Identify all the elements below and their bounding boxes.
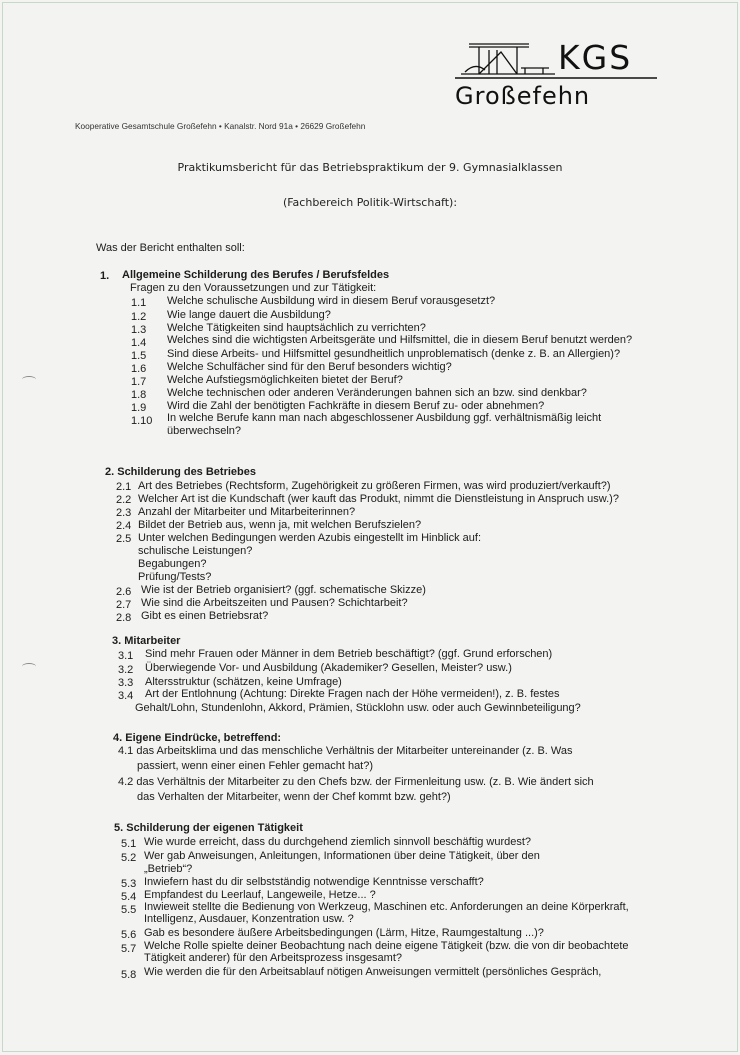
school-logo: [455, 40, 660, 118]
list-item-number: 1.7: [131, 376, 147, 388]
list-item-text: Bildet der Betrieb aus, wenn ja, mit welchen Berufszielen?: [138, 519, 422, 531]
list-item-continuation: Intelligenz, Ausdauer, Konzentration usw. ?: [144, 913, 354, 925]
list-item-number: 2.6: [116, 586, 132, 598]
sub-item: schulische Leistungen?: [138, 545, 253, 557]
list-item-text: Welche schulische Ausbildung wird in diesem Beruf vorausgesetzt?: [167, 295, 496, 307]
list-item-number: 2.5: [116, 533, 132, 545]
list-item-text: Art des Betriebes (Rechtsform, Zugehörigkeit zu größeren Firmen, was wird produziert/verkauft?): [138, 480, 611, 492]
list-item-number: 5.1: [121, 838, 137, 850]
list-item-number: 1.9: [131, 402, 147, 414]
list-item-number: 1.4: [131, 337, 147, 349]
section-1-lead: Fragen zu den Voraussetzungen und zur Tätigkeit:: [130, 282, 377, 294]
intro-text: Was der Bericht enthalten soll:: [96, 242, 245, 254]
list-item-text: Unter welchen Bedingungen werden Azubis eingestellt im Hinblick auf:: [138, 532, 482, 544]
list-item-number: 1.5: [131, 350, 147, 362]
sub-item: Prüfung/Tests?: [138, 571, 212, 583]
list-item-text: Inwieweit stellte die Bedienung von Werkzeug, Maschinen etc. Anforderungen an deine Körperkraft,: [144, 901, 629, 913]
sub-item: Begabungen?: [138, 558, 207, 570]
list-item-number: 2.2: [116, 494, 132, 506]
list-item-text: Wie lange dauert die Ausbildung?: [167, 309, 331, 321]
list-item-continuation: das Verhalten der Mitarbeiter, wenn der Chef kommt bzw. geht?): [137, 791, 451, 803]
list-item-number: 1.10: [131, 415, 153, 427]
list-item-number: 1.1: [131, 297, 147, 309]
list-item-text: Empfandest du Leerlauf, Langeweile, Hetze... ?: [144, 889, 376, 901]
list-item-text: Inwiefern hast du dir selbstständig notwendige Kenntnisse verschafft?: [144, 876, 484, 888]
list-item-text: Welche Tätigkeiten sind hauptsächlich zu verrichten?: [167, 322, 426, 334]
list-item-number: 1.3: [131, 324, 147, 336]
list-item-number: 2.1: [116, 481, 132, 493]
list-item-continuation: passiert, wenn einer einen Fehler gemacht hat?): [137, 760, 374, 772]
list-item-text: Wie wurde erreicht, dass du durchgehend ziemlich sinnvoll beschäftig wurdest?: [144, 836, 532, 848]
list-item-text: In welche Berufe kann man nach abgeschlossener Ausbildung ggf. verhältnismäßig leicht: [167, 412, 602, 424]
list-item-text: Welcher Art ist die Kundschaft (wer kauft das Produkt, nimmt die Dienstleistung in Anspruch usw.)?: [138, 493, 619, 505]
page-border-bottom: [2, 1051, 738, 1052]
section-5-heading: 5. Schilderung der eigenen Tätigkeit: [114, 822, 303, 834]
list-item-text: Wie ist der Betrieb organisiert? (ggf. schematische Skizze): [141, 584, 426, 596]
list-item-text: Wird die Zahl der benötigten Fachkräfte in diesem Beruf zu- oder abnehmen?: [167, 400, 545, 412]
list-item-text: Welche technischen oder anderen Veränderungen bahnen sich an bzw. sind denkbar?: [167, 387, 587, 399]
document-title: Praktikumsbericht für das Betriebspraktikum der 9. Gymnasialklassen: [177, 161, 563, 174]
list-item-text: Altersstruktur (schätzen, keine Umfrage): [145, 676, 342, 688]
list-item-number: 5.7: [121, 943, 137, 955]
list-item-text: Welches sind die wichtigsten Arbeitsgeräte und Hilfsmittel, die in diesem Beruf benutzt werden?: [167, 334, 633, 346]
list-item-continuation: Tätigkeit anderer) für den Arbeitsprozess insgesamt?: [144, 952, 403, 964]
list-item-continuation: überwechseln?: [167, 425, 241, 437]
section-3-heading: 3. Mitarbeiter: [112, 635, 181, 647]
list-item-number: 1.6: [131, 363, 147, 375]
list-item-continuation: „Betrieb“?: [144, 863, 193, 875]
school-address: Kooperative Gesamtschule Großefehn • Kanalstr. Nord 91a • 26629 Großefehn: [75, 121, 366, 131]
list-item-text: Sind diese Arbeits- und Hilfsmittel gesundheitlich unproblematisch (denke z. B. an Allergien)?: [167, 348, 621, 360]
list-item-number: 5.6: [121, 929, 137, 941]
list-item-number: 5.4: [121, 891, 137, 903]
page-border-top: [2, 2, 738, 3]
list-item-number: 1.2: [131, 311, 147, 323]
list-item-text: Wer gab Anweisungen, Anleitungen, Informationen über deine Tätigkeit, über den: [144, 850, 540, 862]
list-item-number: 3.2: [118, 664, 134, 676]
list-item-text: Wie werden die für den Arbeitsablauf nötigen Anweisungen vermittelt (persönliches Gespräch,: [144, 966, 602, 978]
list-item-text: Gab es besondere äußere Arbeitsbedingungen (Lärm, Hitze, Raumgestaltung ...)?: [144, 927, 544, 939]
section-2-heading: 2. Schilderung des Betriebes: [105, 466, 256, 478]
logo-kgs: KGS: [558, 38, 633, 77]
list-item-text: Überwiegende Vor- und Ausbildung (Akademiker? Gesellen, Meister? usw.): [145, 662, 512, 674]
list-item-text: Anzahl der Mitarbeiter und Mitarbeiterinnen?: [138, 506, 356, 518]
punch-mark: [22, 376, 36, 383]
list-item-text: Welche Aufstiegsmöglichkeiten bietet der Beruf?: [167, 374, 403, 386]
list-item-continuation: Gehalt/Lohn, Stundenlohn, Akkord, Prämien, Stücklohn usw. oder auch Gewinnbeteiligung?: [135, 702, 581, 714]
list-item-number: 2.3: [116, 507, 132, 519]
page-border-right: [737, 2, 738, 1052]
list-item-number: 5.2: [121, 852, 137, 864]
list-item-number: 5.3: [121, 878, 137, 890]
punch-mark: [22, 663, 36, 670]
list-item-number: 5.5: [121, 904, 137, 916]
list-item-text: Wie sind die Arbeitszeiten und Pausen? Schichtarbeit?: [141, 597, 408, 609]
section-1-heading: Allgemeine Schilderung des Berufes / Berufsfeldes: [122, 269, 390, 281]
list-item-number: 3.4: [118, 690, 134, 702]
document-subtitle: (Fachbereich Politik-Wirtschaft):: [282, 196, 458, 209]
list-item-number: 1.8: [131, 389, 147, 401]
logo-town: Großefehn: [455, 82, 591, 110]
list-item-text: Welche Rolle spielte deiner Beobachtung nach deine eigene Tätigkeit (bzw. die von dir beobachtete: [144, 940, 629, 952]
section-4-heading: 4. Eigene Eindrücke, betreffend:: [113, 732, 282, 744]
list-item-text: Art der Entlohnung (Achtung: Direkte Fragen nach der Höhe vermeiden!), z. B. festes: [145, 688, 560, 700]
list-item-text: 4.2 das Verhältnis der Mitarbeiter zu den Chefs bzw. der Firmenleitung usw. (z. B. Wie ändert sich: [118, 776, 594, 788]
list-item-text: 4.1 das Arbeitsklima und das menschliche Verhältnis der Mitarbeiter untereinander (z. B. Was: [118, 745, 573, 757]
list-item-text: Sind mehr Frauen oder Männer in dem Betrieb beschäftigt? (ggf. Grund erforschen): [145, 648, 553, 660]
list-item-number: 2.7: [116, 599, 132, 611]
list-item-number: 5.8: [121, 969, 137, 981]
page-border-left: [2, 2, 3, 1052]
list-item-text: Gibt es einen Betriebsrat?: [141, 610, 269, 622]
list-item-number: 2.4: [116, 520, 132, 532]
section-1-number: 1.: [100, 270, 110, 282]
list-item-number: 3.1: [118, 650, 134, 662]
list-item-number: 2.8: [116, 612, 132, 624]
list-item-number: 3.3: [118, 677, 134, 689]
list-item-text: Welche Schulfächer sind für den Beruf besonders wichtig?: [167, 361, 452, 373]
